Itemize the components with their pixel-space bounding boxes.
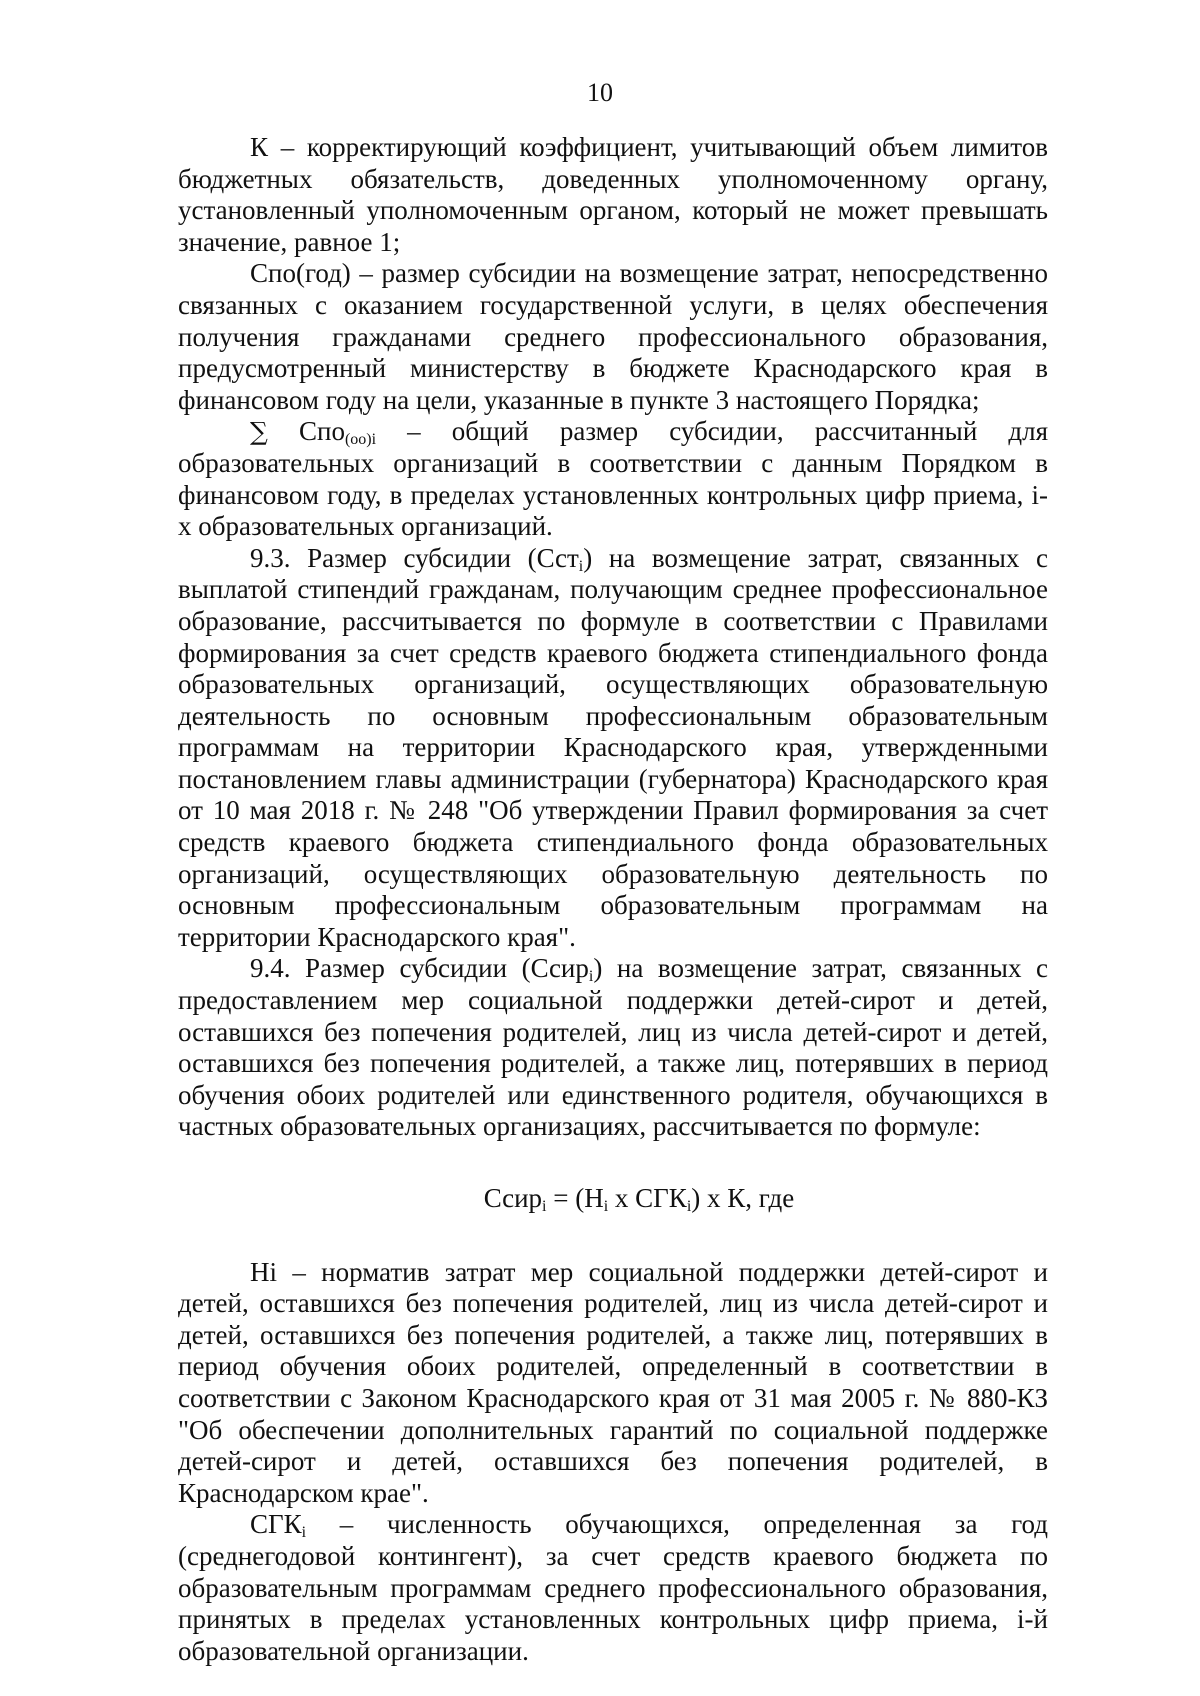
- spo-subscript: (оо)i: [344, 431, 377, 449]
- paragraph-9-3: [178, 543, 1048, 954]
- paragraph-9-4-lead: 9.4. Размер субсидии (Ссир: [250, 953, 589, 984]
- ssir-subscript: i: [588, 968, 594, 986]
- paragraph-9-3-text: ) на возмещение затрат, связанных с выплатой стипендий гражданам, получающим среднее профессиональное образование, рассчитывается по формуле в соответствии с Правилами формирования за счет средств краевого бюджета стипендиального фонда образовательных организаций, осуществляющих образовательную деятельность по основным профессиональным образовательным программам на территории Краснодарского края, утвержденными постановлением главы администрации (губернатора) Краснодарского края от 10 мая 2018 г. № 248 "Об утверждении Правил формирования за счет средств краевого бюджета стипендиального фонда образовательных организаций, осуществляющих образовательную деятельность по основным профессиональным образовательным программам на территории Краснодарского края".: [178, 542, 1048, 952]
- formula-part-k: ) х К, где: [691, 1183, 795, 1213]
- paragraph-sgk: [178, 1509, 1048, 1667]
- sigma-symbol: ∑: [250, 417, 268, 447]
- paragraph-9-4-text: ) на возмещение затрат, связанных с предоставлением мер социальной поддержки детей-сирот и детей, оставшихся без попечения родителей, лиц из числа детей-сирот и детей, оставшихся без попечения родителей, а также лиц, потерявших в период обучения обоих родителей или единственного родителя, обучающихся в частных образовательных организациях, рассчитывается по формуле:: [178, 953, 1048, 1142]
- formula-part-ssir: Ссир: [483, 1183, 543, 1213]
- formula-part-sgk: х СГК: [608, 1183, 687, 1213]
- paragraph-sum-spo-text: – общий размер субсидии, рассчитанный для образовательных организаций в соответствии с данным Порядком в финансовом году, в пределах установленных контрольных цифр приема, i-х образовательных организаций.: [178, 416, 1049, 542]
- paragraph-coefficient-k: К – корректирующий коэффициент, учитывающий объем лимитов бюджетных обязательств, доведенных уполномоченному органу, установленный уполномоченным органом, который не может превышать значение, равное 1;: [178, 132, 1048, 257]
- spo-symbol: Спо: [298, 416, 345, 447]
- sst-subscript: i: [578, 557, 584, 575]
- paragraph-norm-ni: Нi – норматив затрат мер социальной поддержки детей-сирот и детей, оставшихся без попечения родителей, лиц из числа детей-сирот и детей, оставшихся без попечения родителей, а также лиц, потерявших в период обучения обоих родителей, определенный в соответствии в соответствии с Законом Краснодарского края от 31 мая 2005 г. № 880-КЗ "Об обеспечении дополнительных гарантий по социальной поддержке детей-сирот и детей, оставшихся без попечения родителей, в Краснодарском крае".: [178, 1256, 1048, 1508]
- document-body: [178, 132, 1048, 1667]
- sgk-subscript: i: [301, 1524, 307, 1542]
- sgk-lead: СГК: [250, 1509, 302, 1540]
- formula-sub-n: i: [603, 1198, 609, 1215]
- paragraph-sum-spo: [178, 416, 1048, 542]
- formula-sub-ssir: i: [542, 1198, 547, 1215]
- formula-ssir: [178, 1183, 1048, 1215]
- paragraph-9-3-lead: 9.3. Размер субсидии (Сст: [250, 542, 579, 573]
- paragraph-9-4: [178, 953, 1048, 1143]
- paragraph-sgk-text: – численность обучающихся, определенная за год (среднегодовой контингент), за счет средств краевого бюджета по образовательным программам среднего профессионального образования, принятых в пределах установленных контрольных цифр приема, i-й образовательной организации.: [178, 1509, 1048, 1666]
- page-number: 10: [587, 78, 613, 107]
- formula-part-n: = (Н: [546, 1183, 604, 1213]
- formula-sub-sgk: i: [686, 1198, 692, 1215]
- paragraph-spo-god: Спо(год) – размер субсидии на возмещение затрат, непосредственно связанных с оказанием государственной услуги, в целях обеспечения получения гражданами среднего профессионального образования, предусмотренный министерству в бюджете Краснодарского края в финансовом году на цели, указанные в пункте 3 настоящего Порядка;: [178, 258, 1048, 415]
